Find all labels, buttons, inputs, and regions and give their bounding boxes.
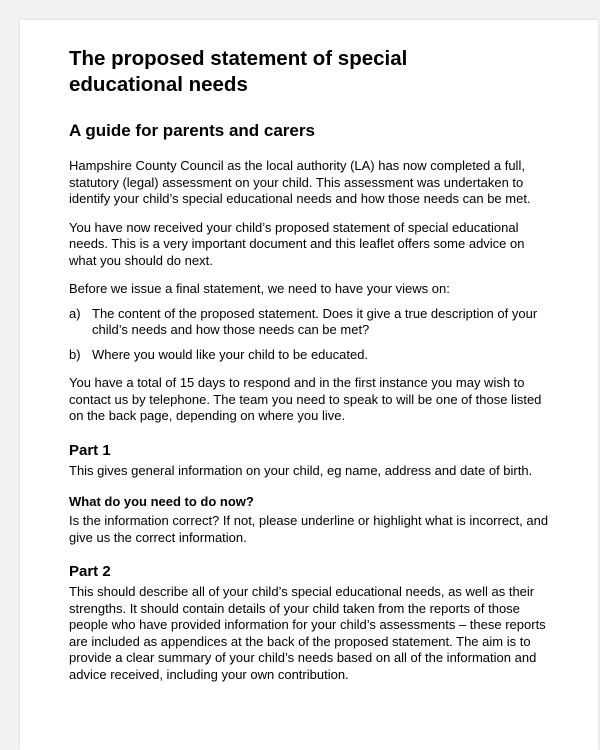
list-item-text: The content of the proposed statement. Does it give a true description of your child’s needs and how those needs can be met?	[92, 305, 538, 337]
document-title	[69, 46, 549, 98]
intro-paragraph-2: You have now received your child’s proposed statement of special educational needs. This is a very important document and this leaflet offers some advice on what you should do next.	[69, 219, 525, 268]
document-subtitle: A guide for parents and carers	[69, 121, 315, 140]
views-list-item-b	[69, 347, 549, 364]
list-item-text: Where you would like your child to be educated.	[92, 346, 369, 362]
document-title-line-2: educational needs	[69, 73, 248, 96]
response-paragraph: You have a total of 15 days to respond and in the first instance you may wish to contact us by telephone. The team you need to speak to will be one of those listed on the back page, depending on where you live.	[69, 375, 542, 423]
part-1-text: This gives general information on your child, eg name, address and date of birth.	[69, 462, 533, 478]
part-1-subtext: Is the information correct? If not, please underline or highlight what is incorrect, and give us the correct information.	[69, 513, 549, 545]
part-2-text: This should describe all of your child’s special educational needs, as well as their strengths. It should contain details of your child taken from the reports of those people who have provided information for your child’s assessments – these reports are included as appendices at the back of the proposed statement. The aim is to provide a clear summary of your child’s needs based on all of the information and advice received, including your own contribution.	[69, 584, 546, 682]
document-title-line-1: The proposed statement of special	[69, 47, 408, 70]
part-2-heading: Part 2	[69, 563, 111, 580]
views-list-item-a	[69, 306, 549, 339]
list-marker: a)	[69, 305, 81, 321]
document-page	[20, 20, 598, 750]
intro-paragraph-3: Before we issue a final statement, we need to have your views on:	[69, 281, 450, 296]
list-marker: b)	[69, 346, 81, 362]
intro-paragraph-1: Hampshire County Council as the local authority (LA) has now completed a full, statutory (legal) assessment on your child. This assessment was undertaken to identify your child’s special educational needs and how those needs can be met.	[69, 158, 531, 206]
part-1-subheading: What do you need to do now?	[69, 494, 254, 509]
document-content	[69, 46, 549, 683]
part-1-heading: Part 1	[69, 441, 111, 459]
